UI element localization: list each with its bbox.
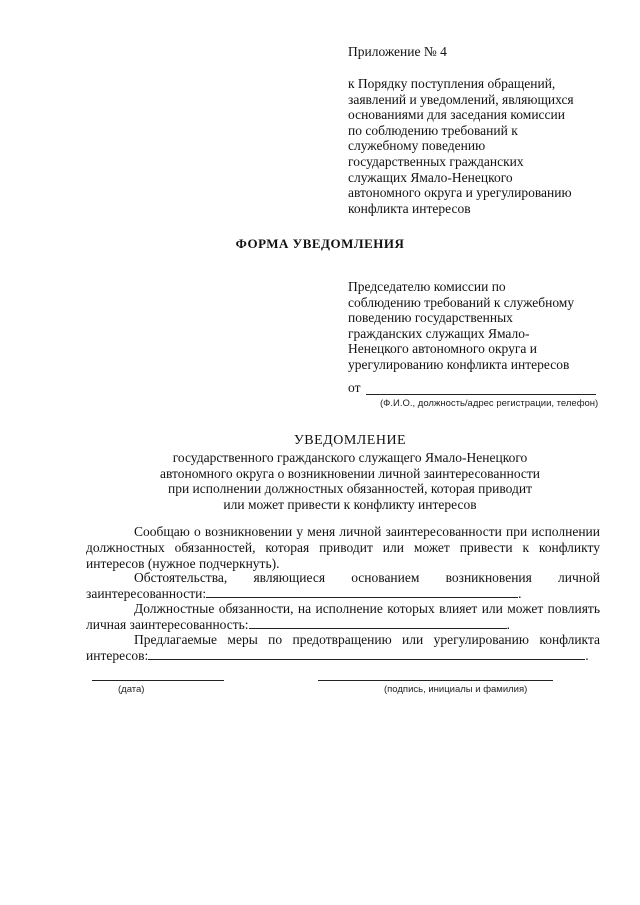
notice-title: УВЕДОМЛЕНИЕ <box>293 433 407 448</box>
notice-subtitle <box>120 450 580 512</box>
end-mark: . <box>518 585 522 601</box>
from-fill-line[interactable] <box>366 394 596 395</box>
notice-subtitle-line: автономного округа о возникновении личной заинтересованности <box>159 465 541 481</box>
annex-line: основаниями для заседания комиссии <box>348 107 565 123</box>
duties-fill-line[interactable] <box>249 618 507 629</box>
annex-title: Приложение № 4 <box>348 44 447 59</box>
circumstances-fill-line[interactable] <box>206 587 518 598</box>
annex-line: по соблюдению требований к <box>348 122 518 138</box>
addressee-block <box>348 279 618 373</box>
measures-fill-line[interactable] <box>148 649 585 660</box>
date-hint: (дата) <box>118 684 145 695</box>
notice-subtitle-line: при исполнении должностных обязанностей, которая приводит <box>167 481 532 497</box>
signature-hint: (подпись, инициалы и фамилия) <box>384 684 528 695</box>
form-title: ФОРМА УВЕДОМЛЕНИЯ <box>235 236 405 251</box>
annex-line: автономного округа и урегулированию <box>348 185 572 201</box>
annex-line: к Порядку поступления обращений, <box>348 76 556 91</box>
annex-reference <box>348 76 618 216</box>
addressee-line: поведению государственных <box>348 310 513 326</box>
signature-fill-line[interactable] <box>318 680 553 681</box>
circumstances-label: Обстоятельства, являющиеся основанием возникновения личной заинтересованности: <box>86 570 600 601</box>
annex-line: конфликта интересов <box>348 200 471 216</box>
notice-subtitle-line: государственного гражданского служащего Ямало-Ненецкого <box>172 450 528 465</box>
paragraph-statement: Сообщаю о возникновении у меня личной заинтересованности при исполнении должностных обязанностей, которая приводит или может привести к конфликту интересов (нужное подчеркнуть). <box>86 524 600 571</box>
addressee-line: соблюдению требований к служебному <box>348 294 575 310</box>
annex-line: служащих Ямало-Ненецкого <box>348 169 513 185</box>
paragraph-circumstances <box>86 570 600 602</box>
from-label: от <box>348 380 361 395</box>
duties-label: Должностные обязанности, на исполнение которых влияет или может повлиять личная заинтересованность: <box>86 601 600 632</box>
end-mark: . <box>585 647 589 663</box>
addressee-line: урегулированию конфликта интересов <box>348 356 570 372</box>
paragraph-measures <box>86 632 600 664</box>
annex-line: служебному поведению <box>348 138 486 154</box>
paragraph-duties <box>86 601 600 633</box>
end-mark: . <box>506 616 510 632</box>
annex-line: государственных гражданских <box>348 153 524 169</box>
notice-subtitle-line: или может привести к конфликту интересов <box>223 496 477 512</box>
addressee-line: Ненецкого автономного округа и <box>348 341 537 357</box>
addressee-line: Председателю комиссии по <box>348 279 506 294</box>
addressee-line: гражданских служащих Ямало- <box>348 325 530 341</box>
from-hint: (Ф.И.О., должность/адрес регистрации, телефон) <box>380 398 599 409</box>
annex-line: заявлений и уведомлений, являющихся <box>348 91 574 107</box>
measures-label: Предлагаемые меры по предотвращению или урегулированию конфликта интересов: <box>86 632 600 663</box>
date-fill-line[interactable] <box>92 680 224 681</box>
